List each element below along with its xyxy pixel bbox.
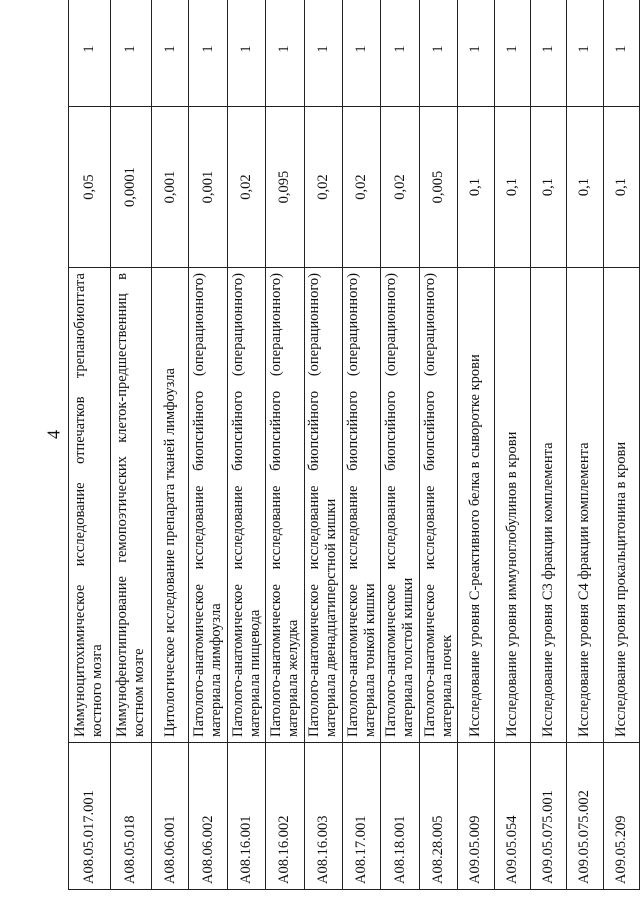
table-row [304, 0, 342, 890]
service-code: A08.05.017.001 [69, 743, 111, 890]
multiplicity: 1 [69, 0, 111, 107]
service-name: Иммунофенотипирование гемопоэтических клеток-предшественниц в костном мозге [110, 268, 152, 743]
table-row [189, 0, 227, 890]
service-code: A08.06.001 [152, 743, 189, 890]
multiplicity: 1 [567, 0, 603, 107]
table-row [419, 0, 457, 890]
table-row [69, 0, 111, 890]
table-row [227, 0, 265, 890]
service-name: Патолого-анатомическое исследование биопсийного (операционного) материала двенадцатиперстной кишки [304, 268, 342, 743]
service-code: A08.16.003 [304, 743, 342, 890]
table-row [458, 0, 494, 890]
frequency: 0,095 [266, 107, 304, 268]
service-name: Иммуноцитохимическое исследование отпечатков трепанобиоптата костного мозга [69, 268, 111, 743]
service-name: Цитологическое исследование препарата тканей лимфоузла [152, 268, 189, 743]
frequency: 0,005 [419, 107, 457, 268]
service-code: A09.05.075.001 [530, 743, 566, 890]
frequency: 0,1 [458, 107, 494, 268]
service-code: A08.28.005 [419, 743, 457, 890]
table-row [603, 0, 639, 890]
service-name: Исследование уровня иммуноглобулинов в крови [494, 268, 530, 743]
table-row [343, 0, 381, 890]
page-number: 4 [43, 430, 64, 439]
frequency: 0,1 [603, 107, 639, 268]
frequency: 0,1 [494, 107, 530, 268]
frequency: 0,05 [69, 107, 111, 268]
service-code: A08.16.002 [266, 743, 304, 890]
table-row [567, 0, 603, 890]
frequency: 0,1 [530, 107, 566, 268]
service-name: Патолого-анатомическое исследование биопсийного (операционного) материала желудка [266, 268, 304, 743]
service-name: Патолого-анатомическое исследование биопсийного (операционного) материала почек [419, 268, 457, 743]
multiplicity: 1 [110, 0, 152, 107]
service-name: Исследование уровня С-реактивного белка в сыворотке крови [458, 268, 494, 743]
frequency: 0,02 [304, 107, 342, 268]
service-name: Патолого-анатомическое исследование биопсийного (операционного) материала пищевода [227, 268, 265, 743]
service-code: A08.17.001 [343, 743, 381, 890]
frequency: 0,1 [567, 107, 603, 268]
service-name: Исследование уровня С4 фракции комплемента [567, 268, 603, 743]
multiplicity: 1 [227, 0, 265, 107]
frequency: 0,001 [189, 107, 227, 268]
frequency: 0,001 [152, 107, 189, 268]
services-table [68, 0, 640, 890]
table-row [381, 0, 419, 890]
multiplicity: 1 [494, 0, 530, 107]
frequency: 0,02 [227, 107, 265, 268]
frequency: 0,02 [381, 107, 419, 268]
multiplicity: 1 [458, 0, 494, 107]
table-row [110, 0, 152, 890]
service-code: A09.05.209 [603, 743, 639, 890]
service-code: A09.05.075.002 [567, 743, 603, 890]
service-name: Патолого-анатомическое исследование биопсийного (операционного) материала толстой кишки [381, 268, 419, 743]
table-row [494, 0, 530, 890]
table-row [152, 0, 189, 890]
multiplicity: 1 [381, 0, 419, 107]
service-code: A08.06.002 [189, 743, 227, 890]
service-code: A08.05.018 [110, 743, 152, 890]
multiplicity: 1 [419, 0, 457, 107]
multiplicity: 1 [189, 0, 227, 107]
multiplicity: 1 [343, 0, 381, 107]
multiplicity: 1 [266, 0, 304, 107]
service-name: Патолого-анатомическое исследование биопсийного (операционного) материала тонкой кишки [343, 268, 381, 743]
frequency: 0,02 [343, 107, 381, 268]
multiplicity: 1 [603, 0, 639, 107]
multiplicity: 1 [152, 0, 189, 107]
table-row [266, 0, 304, 890]
service-name: Исследование уровня прокальцитонина в крови [603, 268, 639, 743]
multiplicity: 1 [530, 0, 566, 107]
multiplicity: 1 [304, 0, 342, 107]
service-code: A08.16.001 [227, 743, 265, 890]
service-code: A08.18.001 [381, 743, 419, 890]
frequency: 0,0001 [110, 107, 152, 268]
service-name: Патолого-анатомическое исследование биопсийного (операционного) материала лимфоузла [189, 268, 227, 743]
service-name: Исследование уровня С3 фракции комплемента [530, 268, 566, 743]
service-code: A09.05.009 [458, 743, 494, 890]
service-code: A09.05.054 [494, 743, 530, 890]
table-row [530, 0, 566, 890]
services-table-wrapper [68, 36, 640, 890]
services-table-body [69, 0, 640, 890]
